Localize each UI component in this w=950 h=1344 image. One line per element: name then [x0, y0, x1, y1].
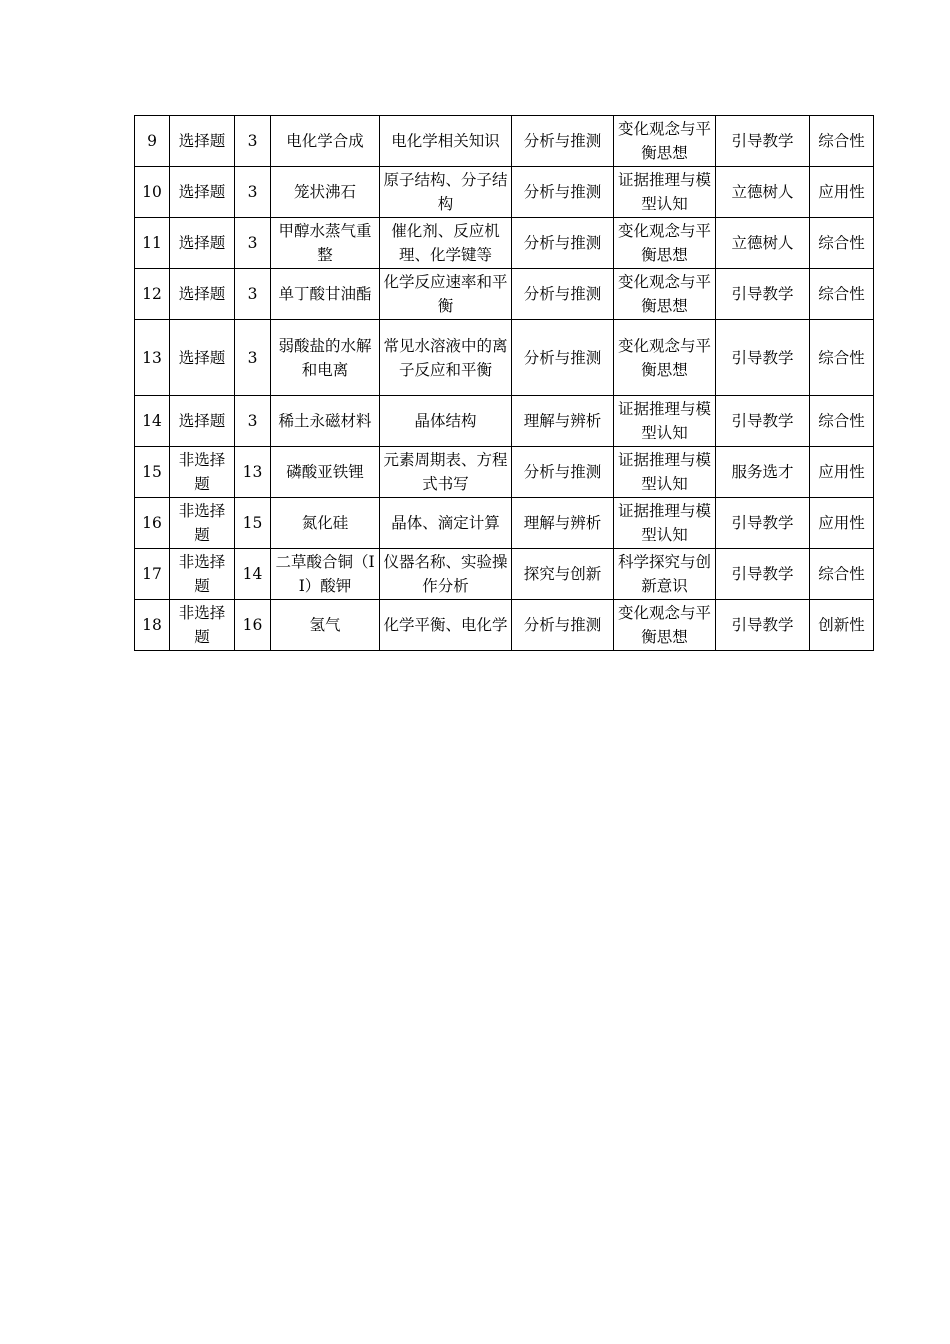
feature-cell: 综合性	[810, 549, 874, 600]
knowledge-cell: 原子结构、分子结构	[380, 167, 512, 218]
context-cell: 电化学合成	[271, 116, 380, 167]
score-cell: 15	[235, 498, 271, 549]
context-cell: 氮化硅	[271, 498, 380, 549]
question-number-cell: 9	[135, 116, 170, 167]
feature-cell: 综合性	[810, 269, 874, 320]
score-cell: 3	[235, 396, 271, 447]
question-type-cell: 非选择题	[170, 549, 235, 600]
literacy-cell: 证据推理与模型认知	[614, 498, 716, 549]
value-cell: 引导教学	[716, 116, 810, 167]
ability-cell: 分析与推测	[512, 269, 614, 320]
ability-cell: 理解与辨析	[512, 498, 614, 549]
feature-cell: 综合性	[810, 218, 874, 269]
question-type-cell: 非选择题	[170, 447, 235, 498]
literacy-cell: 证据推理与模型认知	[614, 167, 716, 218]
literacy-cell: 变化观念与平衡思想	[614, 116, 716, 167]
question-number-cell: 18	[135, 600, 170, 651]
question-number-cell: 17	[135, 549, 170, 600]
literacy-cell: 变化观念与平衡思想	[614, 269, 716, 320]
table-row	[135, 320, 874, 396]
score-cell: 3	[235, 218, 271, 269]
value-cell: 立德树人	[716, 218, 810, 269]
knowledge-cell: 元素周期表、方程式书写	[380, 447, 512, 498]
literacy-cell: 证据推理与模型认知	[614, 447, 716, 498]
table-row	[135, 600, 874, 651]
value-cell: 引导教学	[716, 498, 810, 549]
context-cell: 磷酸亚铁锂	[271, 447, 380, 498]
question-number-cell: 14	[135, 396, 170, 447]
context-cell: 笼状沸石	[271, 167, 380, 218]
knowledge-cell: 电化学相关知识	[380, 116, 512, 167]
table-row	[135, 269, 874, 320]
score-cell: 16	[235, 600, 271, 651]
table-row	[135, 116, 874, 167]
question-type-cell: 非选择题	[170, 498, 235, 549]
table-row	[135, 167, 874, 218]
value-cell: 立德树人	[716, 167, 810, 218]
feature-cell: 创新性	[810, 600, 874, 651]
score-cell: 3	[235, 116, 271, 167]
score-cell: 3	[235, 167, 271, 218]
value-cell: 引导教学	[716, 600, 810, 651]
question-type-cell: 选择题	[170, 167, 235, 218]
table-row	[135, 549, 874, 600]
question-type-cell: 选择题	[170, 269, 235, 320]
value-cell: 引导教学	[716, 269, 810, 320]
value-cell: 引导教学	[716, 320, 810, 396]
ability-cell: 分析与推测	[512, 167, 614, 218]
feature-cell: 综合性	[810, 320, 874, 396]
exam-analysis-table	[134, 115, 874, 651]
question-number-cell: 13	[135, 320, 170, 396]
question-type-cell: 选择题	[170, 320, 235, 396]
score-cell: 3	[235, 269, 271, 320]
ability-cell: 探究与创新	[512, 549, 614, 600]
ability-cell: 分析与推测	[512, 320, 614, 396]
context-cell: 甲醇水蒸气重整	[271, 218, 380, 269]
score-cell: 13	[235, 447, 271, 498]
knowledge-cell: 催化剂、反应机理、化学键等	[380, 218, 512, 269]
knowledge-cell: 化学平衡、电化学	[380, 600, 512, 651]
question-type-cell: 选择题	[170, 116, 235, 167]
knowledge-cell: 晶体、滴定计算	[380, 498, 512, 549]
table-row	[135, 218, 874, 269]
question-number-cell: 12	[135, 269, 170, 320]
literacy-cell: 变化观念与平衡思想	[614, 320, 716, 396]
table-row	[135, 447, 874, 498]
score-cell: 3	[235, 320, 271, 396]
value-cell: 引导教学	[716, 549, 810, 600]
ability-cell: 分析与推测	[512, 600, 614, 651]
context-cell: 单丁酸甘油酯	[271, 269, 380, 320]
context-cell: 稀土永磁材料	[271, 396, 380, 447]
ability-cell: 分析与推测	[512, 218, 614, 269]
knowledge-cell: 仪器名称、实验操作分析	[380, 549, 512, 600]
value-cell: 引导教学	[716, 396, 810, 447]
ability-cell: 理解与辨析	[512, 396, 614, 447]
table-row	[135, 396, 874, 447]
knowledge-cell: 化学反应速率和平衡	[380, 269, 512, 320]
question-number-cell: 16	[135, 498, 170, 549]
ability-cell: 分析与推测	[512, 447, 614, 498]
feature-cell: 综合性	[810, 396, 874, 447]
knowledge-cell: 晶体结构	[380, 396, 512, 447]
question-type-cell: 选择题	[170, 396, 235, 447]
feature-cell: 应用性	[810, 447, 874, 498]
literacy-cell: 变化观念与平衡思想	[614, 218, 716, 269]
question-type-cell: 非选择题	[170, 600, 235, 651]
context-cell: 二草酸合铜（II）酸钾	[271, 549, 380, 600]
context-cell: 氢气	[271, 600, 380, 651]
context-cell: 弱酸盐的水解和电离	[271, 320, 380, 396]
literacy-cell: 科学探究与创新意识	[614, 549, 716, 600]
ability-cell: 分析与推测	[512, 116, 614, 167]
table-row	[135, 498, 874, 549]
knowledge-cell: 常见水溶液中的离子反应和平衡	[380, 320, 512, 396]
question-type-cell: 选择题	[170, 218, 235, 269]
feature-cell: 综合性	[810, 116, 874, 167]
score-cell: 14	[235, 549, 271, 600]
literacy-cell: 变化观念与平衡思想	[614, 600, 716, 651]
feature-cell: 应用性	[810, 498, 874, 549]
question-number-cell: 11	[135, 218, 170, 269]
literacy-cell: 证据推理与模型认知	[614, 396, 716, 447]
value-cell: 服务选才	[716, 447, 810, 498]
feature-cell: 应用性	[810, 167, 874, 218]
question-number-cell: 10	[135, 167, 170, 218]
question-number-cell: 15	[135, 447, 170, 498]
